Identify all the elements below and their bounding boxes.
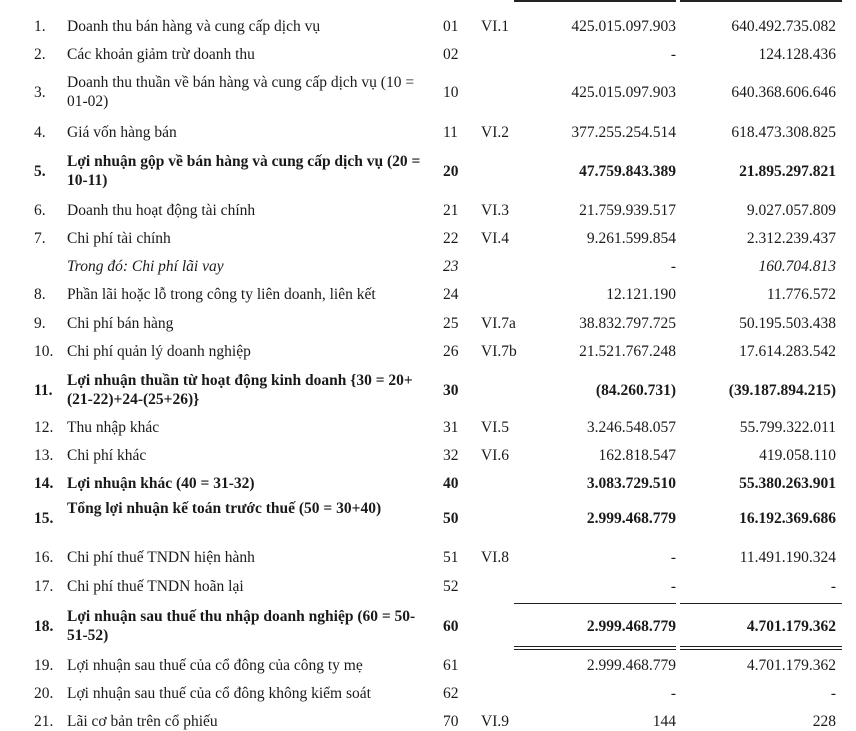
total-rule-double-1 [680,646,842,647]
row-number: 4. [34,124,46,141]
value-current-year: 9.261.599.854 [586,230,676,247]
row-code: 23 [443,258,459,275]
row-number: 3. [34,84,46,101]
row-number: 10. [34,343,54,360]
row-code: 25 [443,315,459,332]
value-prior-year: 50.195.503.438 [739,315,836,332]
row-note: VI.1 [481,18,509,35]
row-code: 22 [443,230,459,247]
row-number: 21. [34,713,54,730]
table-row [0,152,856,192]
row-code: 51 [443,549,459,566]
row-label: Thu nhập khác [67,419,160,436]
header-rule-current [514,0,676,2]
table-row [0,73,856,113]
row-note: VI.6 [481,447,509,464]
row-code: 50 [443,510,459,527]
row-number: 14. [34,475,54,492]
value-prior-year: 419.058.110 [759,447,836,464]
table-row [0,418,856,437]
row-code: 60 [443,618,459,635]
row-label: Chi phí bán hàng [67,315,174,332]
value-prior-year: 17.614.283.542 [739,343,836,360]
value-prior-year: (39.187.894.215) [728,382,836,399]
row-label: Lợi nhuận sau thuế của cổ đông không kiểm soát [67,685,371,702]
total-rule-top [680,603,842,604]
value-current-year: 38.832.797.725 [579,315,676,332]
value-current-year: 162.818.547 [598,447,676,464]
table-row [0,285,856,304]
total-rule-double-1 [514,646,676,647]
value-current-year: 425.015.097.903 [571,84,676,101]
row-label: Lợi nhuận thuần từ hoạt động kinh doanh {30 = 20+(21-22)+24-(25+26)} [67,372,413,408]
row-label: Giá vốn hàng bán [67,124,177,141]
row-code: 31 [443,419,459,436]
row-label: Lợi nhuận gộp về bán hàng và cung cấp dịch vụ (20 = 10-11) [67,153,421,189]
row-number: 9. [34,315,46,332]
row-label: Doanh thu thuần về bán hàng và cung cấp dịch vụ (10 = 01-02) [67,74,415,110]
value-prior-year: 11.776.572 [766,286,836,303]
row-label: Chi phí khác [67,447,147,464]
value-prior-year: 9.027.057.809 [746,202,836,219]
value-current-year: 3.246.548.057 [586,419,676,436]
value-prior-year: 160.704.813 [758,258,836,275]
value-current-year: 2.999.468.779 [586,510,676,527]
row-code: 30 [443,382,459,399]
total-rule-double-2 [680,649,842,650]
value-current-year: - [670,685,676,702]
table-row [0,17,856,36]
value-current-year: - [670,549,676,566]
row-number: 18. [34,618,54,635]
row-code: 70 [443,713,459,730]
row-code: 20 [443,163,459,180]
row-number: 15. [34,510,54,527]
table-row [0,201,856,220]
value-current-year: 21.759.939.517 [579,202,676,219]
value-prior-year: 16.192.369.686 [739,510,836,527]
table-row [0,446,856,465]
row-code: 24 [443,286,459,303]
value-prior-year: - [830,578,836,595]
table-row [0,607,856,647]
row-label: Lợi nhuận khác (40 = 31-32) [67,475,255,492]
row-note: VI.7b [481,343,517,360]
table-row [0,577,856,596]
row-code: 52 [443,578,459,595]
row-label: Phần lãi hoặc lỗ trong công ty liên doanh, liên kết [67,286,376,303]
value-prior-year: 55.380.263.901 [739,475,836,492]
row-note: VI.7a [481,315,516,332]
value-prior-year: 640.492.735.082 [731,18,836,35]
row-label: Trong đó: Chi phí lãi vay [67,258,224,275]
value-current-year: 12.121.190 [606,286,676,303]
value-current-year: 144 [652,713,676,730]
row-number: 6. [34,202,46,219]
value-current-year: 2.999.468.779 [586,657,676,674]
table-row [0,684,856,703]
value-prior-year: - [830,685,836,702]
value-prior-year: 640.368.606.646 [731,84,836,101]
row-code: 61 [443,657,459,674]
row-label: Chi phí quản lý doanh nghiệp [67,343,251,360]
row-code: 01 [443,18,459,35]
value-prior-year: 21.895.297.821 [739,163,836,180]
row-code: 11 [443,124,458,141]
row-note: VI.3 [481,202,509,219]
table-row [0,499,856,539]
row-note: VI.9 [481,713,509,730]
table-row [0,229,856,248]
row-number: 2. [34,46,46,63]
row-label: Các khoản giảm trừ doanh thu [67,46,255,63]
table-row [0,257,856,276]
row-number: 8. [34,286,46,303]
table-row [0,474,856,493]
value-current-year: 47.759.843.389 [579,163,676,180]
value-current-year: (84.260.731) [595,382,676,399]
value-prior-year: 55.799.322.011 [739,419,836,436]
row-label: Lợi nhuận sau thuế thu nhập doanh nghiệp (60 = 50-51-52) [67,608,416,644]
table-row [0,314,856,333]
value-current-year: - [670,578,676,595]
row-note: VI.2 [481,124,509,141]
row-note: VI.5 [481,419,509,436]
value-prior-year: 2.312.239.437 [746,230,836,247]
row-label: Doanh thu hoạt động tài chính [67,202,256,219]
table-row [0,123,856,142]
value-current-year: 377.255.254.514 [571,124,676,141]
value-prior-year: 124.128.436 [758,46,836,63]
row-number: 19. [34,657,54,674]
row-number: 5. [34,163,46,180]
value-current-year: - [670,258,676,275]
row-label: Doanh thu bán hàng và cung cấp dịch vụ [67,18,321,35]
table-row [0,548,856,567]
row-code: 21 [443,202,459,219]
row-note: VI.8 [481,549,509,566]
value-current-year: 21.521.767.248 [579,343,676,360]
row-label: Chi phí tài chính [67,230,171,247]
value-current-year: - [670,46,676,63]
total-rule-double-2 [514,649,676,650]
value-current-year: 2.999.468.779 [586,618,676,635]
row-number: 12. [34,419,54,436]
value-current-year: 425.015.097.903 [571,18,676,35]
value-prior-year: 618.473.308.825 [731,124,836,141]
value-prior-year: 4.701.179.362 [746,618,836,635]
row-number: 1. [34,18,46,35]
table-row [0,712,856,731]
table-row [0,656,856,675]
row-label: Chi phí thuế TNDN hoãn lại [67,578,244,595]
row-label: Lợi nhuận sau thuế của cổ đông của công ty mẹ [67,657,363,674]
row-number: 20. [34,685,54,702]
value-prior-year: 11.491.190.324 [739,549,836,566]
row-code: 02 [443,46,459,63]
table-row [0,342,856,361]
row-number: 16. [34,549,54,566]
row-number: 7. [34,230,46,247]
row-number: 17. [34,578,54,595]
table-row [0,45,856,64]
header-rule-prior [680,0,842,2]
row-code: 26 [443,343,459,360]
value-prior-year: 4.701.179.362 [746,657,836,674]
value-current-year: 3.083.729.510 [586,475,676,492]
total-rule-top [514,603,676,604]
row-note: VI.4 [481,230,509,247]
row-number: 13. [34,447,54,464]
row-code: 10 [443,84,459,101]
row-number: 11. [34,382,53,399]
row-code: 40 [443,475,459,492]
table-row [0,371,856,411]
value-prior-year: 228 [812,713,836,730]
row-code: 32 [443,447,459,464]
row-label: Chi phí thuế TNDN hiện hành [67,549,255,566]
row-label: Lãi cơ bản trên cổ phiếu [67,713,218,730]
row-code: 62 [443,685,459,702]
row-label: Tổng lợi nhuận kế toán trước thuế (50 = 30+40) [67,500,382,517]
